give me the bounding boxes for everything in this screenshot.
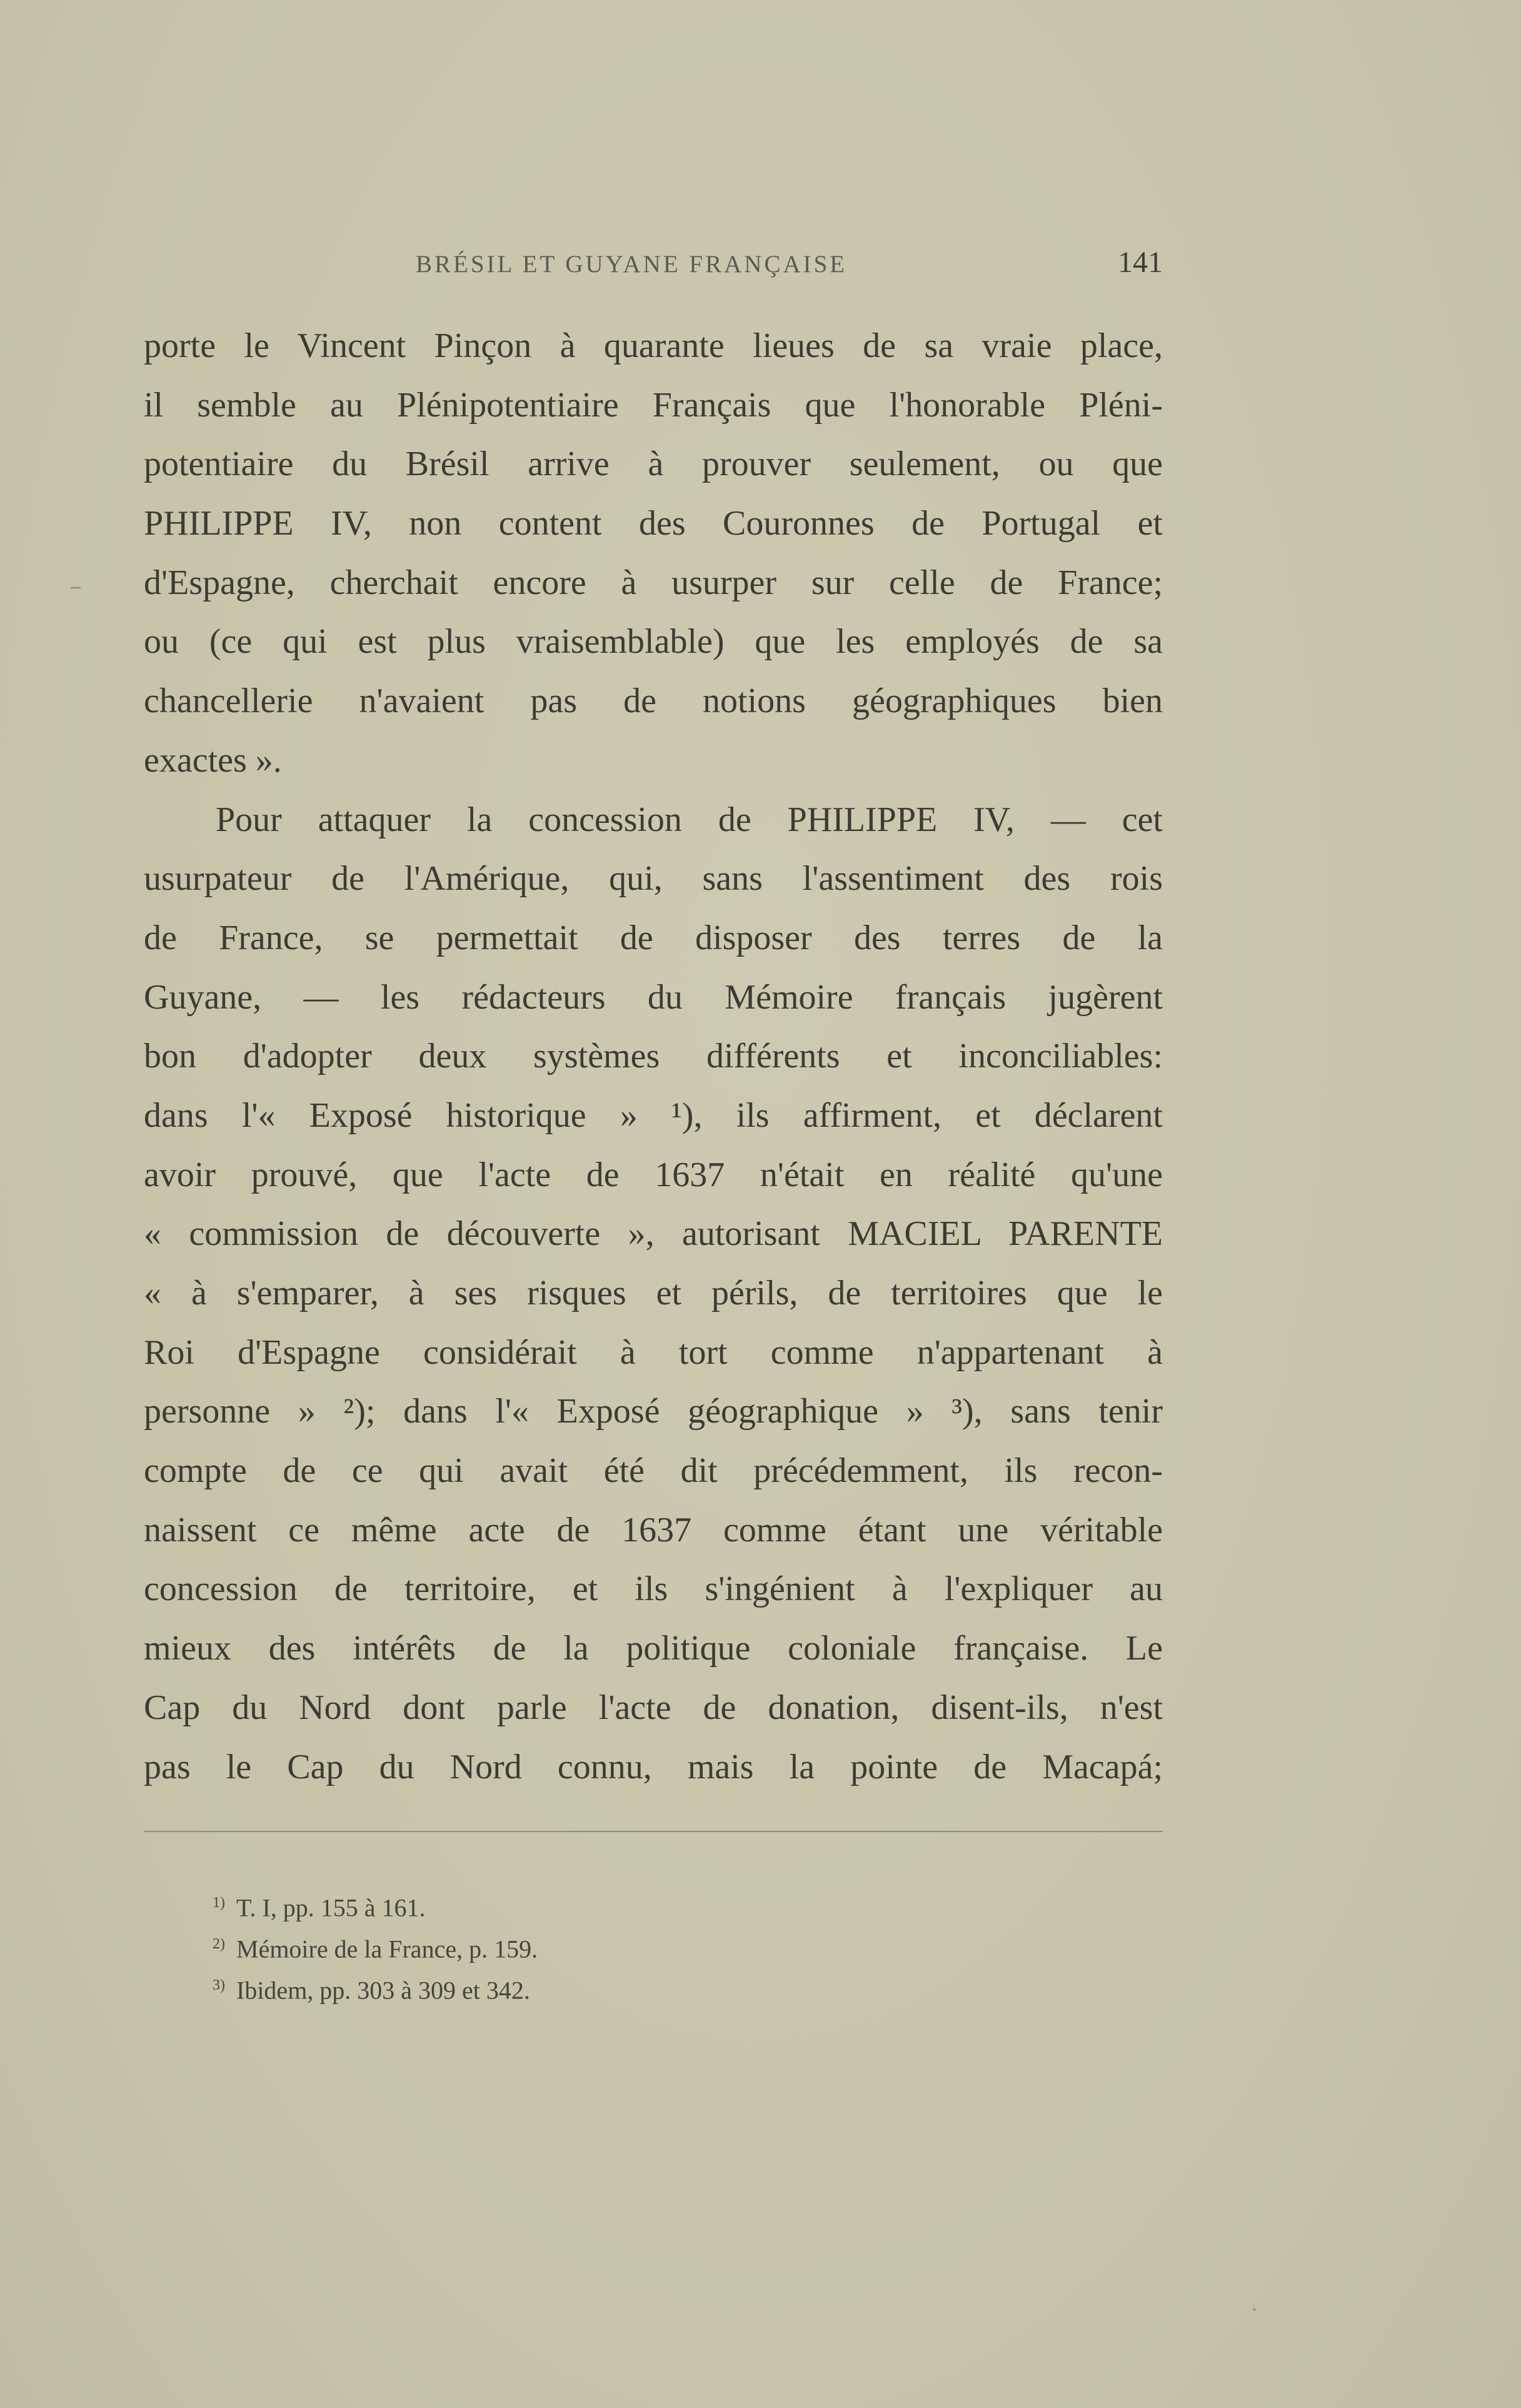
footnote-text: Mémoire de la France, p. 159. (236, 1935, 538, 1963)
text-line: naissent ce même acte de 1637 comme étant une véritable (144, 1510, 1163, 1549)
body-text (144, 316, 1163, 1796)
running-head: BRÉSIL ET GUYANE FRANÇAISE (416, 251, 848, 278)
footnote-mark: 1) (213, 1895, 225, 1911)
text-line: potentiaire du Brésil arrive à prouver seulement, ou que (144, 445, 1163, 484)
page-number: 141 (1118, 246, 1163, 279)
text-line: d'Espagne, cherchait encore à usurper sur celle de France; (144, 563, 1163, 602)
text-line: « à s'emparer, à ses risques et périls, de territoires que le (144, 1274, 1163, 1312)
text-line: chancellerie n'avaient pas de notions géographiques bien (144, 682, 1163, 721)
footnote-mark: 3) (213, 1977, 225, 1993)
text-line: personne » ²); dans l'« Exposé géographique » ³), sans tenir (144, 1392, 1163, 1431)
text-line: bon d'adopter deux systèmes différents et inconciliables: (144, 1037, 1163, 1076)
text-line: Guyane, — les rédacteurs du Mémoire français jugèrent (144, 977, 1163, 1017)
paragraph-start-line: Pour attaquer la concession de PHILIPPE IV, — cet (216, 800, 1163, 839)
footnote-text: T. I, pp. 155 à 161. (236, 1893, 426, 1922)
text-line: exactes ». (144, 740, 282, 780)
text-line: avoir prouvé, que l'acte de 1637 n'était en réalité qu'une (144, 1155, 1163, 1194)
text-line: PHILIPPE IV, non content des Couronnes de Portugal et (144, 504, 1163, 543)
text-line: porte le Vincent Pinçon à quarante lieues de sa vraie place, (144, 326, 1163, 365)
footnote-mark: 2) (213, 1936, 225, 1952)
text-line: concession de territoire, et ils s'ingénient à l'expliquer au (144, 1569, 1163, 1609)
text-line: il semble au Plénipotentiaire Français que l'honorable Pléni- (144, 385, 1163, 425)
text-line: « commission de découverte », autorisant MACIEL PARENTE (144, 1214, 1163, 1254)
text-line: compte de ce qui avait été dit précédemment, ils recon- (144, 1451, 1163, 1491)
footnote (213, 1882, 1088, 1923)
footnote (213, 1965, 1088, 2006)
footnote-separator (144, 1831, 1163, 1832)
text-line: usurpateur de l'Amérique, qui, sans l'assentiment des rois (144, 859, 1163, 899)
text-line: Cap du Nord dont parle l'acte de donation, disent-ils, n'est (144, 1688, 1163, 1727)
footnotes (213, 1882, 1088, 2006)
text-line: ou (ce qui est plus vraisemblable) que les employés de sa (144, 622, 1163, 662)
text-line: mieux des intérêts de la politique coloniale française. Le (144, 1629, 1163, 1668)
text-line: Roi d'Espagne considérait à tort comme n'appartenant à (144, 1332, 1163, 1372)
text-line: pas le Cap du Nord connu, mais la pointe de Macapá; (144, 1747, 1163, 1786)
paper-speck (1253, 2308, 1256, 2311)
text-line: de France, se permettait de disposer des terres de la (144, 918, 1163, 957)
footnote-text: Ibidem, pp. 303 à 309 et 342. (236, 1976, 530, 2005)
page-header (144, 245, 1163, 283)
margin-mark (71, 587, 81, 588)
text-line: dans l'« Exposé historique » ¹), ils affirment, et déclarent (144, 1096, 1163, 1135)
footnote (213, 1923, 1088, 1965)
